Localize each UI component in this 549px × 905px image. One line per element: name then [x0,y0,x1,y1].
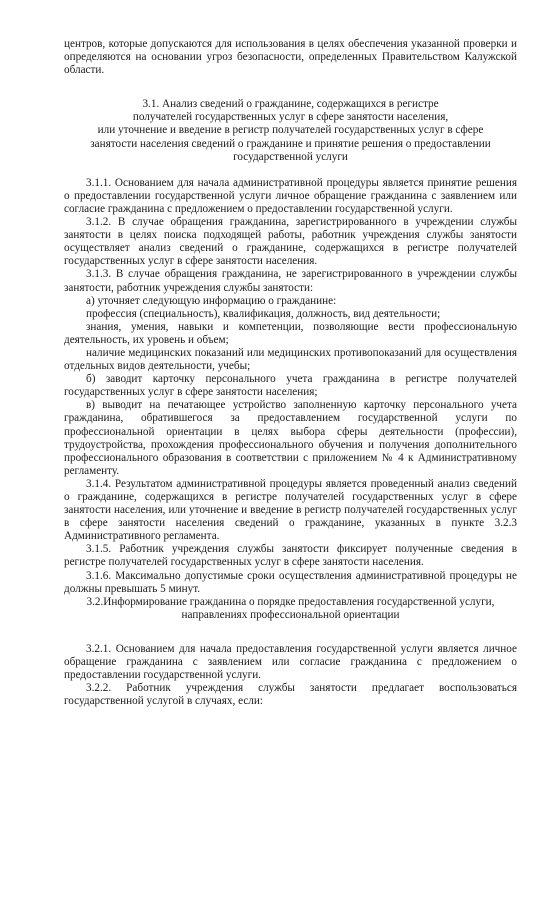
list-subitem-medical: наличие медицинских показаний или медицинских противопоказаний для осуществления отдельных видов деятельности, учебы; [64,346,517,373]
list-item-a: а) уточняет следующую информацию о гражданине: [86,294,337,307]
paragraph-3-1-2: 3.1.2. В случае обращения гражданина, зарегистрированного в учреждении службы занятости в целях поиска подходящей работы, работник учреждения службы занятости осуществляет анализ сведений о гражданине, содержащихся в регистре получателей государственных услуг в сфере занятости населения. [64,216,517,268]
heading-line: 3.1. Анализ сведений о гражданине, содержащихся в регистре [142,98,439,111]
paragraph-3-1-1: 3.1.1. Основанием для начала административной процедуры является принятие решения о предоставлении государственной услуги личное обращение гражданина с заявлением или согласие гражданина с предложением о предоставлении государственной услуги. [64,176,517,215]
list-item-v: в) выводит на печатающее устройство заполненную карточку персонального учета гражданина, обратившегося за предоставлением государственной услуги по профессиональной ориентации в целях выбора сферы деятельности (профессии), трудоустройства, прохождения профессионального обучения и получения дополнительного профессионального образования в соответствии с приложением № 4 к Административному регламенту. [64,399,517,477]
paragraph-3-1-4: 3.1.4. Результатом административной процедуры является проведенный анализ сведений о гражданине, содержащихся в регистре получателей государственных услуг в сфере занятости населения, или уточнение и введение в регистр получателей государственных услуг в сфере занятости населения сведений о гражданине, указанных в пункте 3.2.3 Административного регламента. [64,477,517,543]
heading-line: получателей государственных услуг в сфере занятости населения, [132,111,449,124]
heading-line: или уточнение и введение в регистр получателей государственных услуг в сфере [97,124,484,137]
paragraph-3-1-6: 3.1.6. Максимально допустимые сроки осуществления административной процедуры не должны превышать 5 минут. [64,569,517,595]
heading-line: 3.2.Информирование гражданина о порядке предоставления государственной услуги, [86,595,495,608]
section-heading-3-2 [64,596,517,622]
heading-line: государственной услуги [233,150,348,163]
list-item-b: б) заводит карточку персонального учета гражданина в регистре получателей государственных услуг в сфере занятости населения; [64,373,517,399]
heading-line: направлениях профессиональной ориентации [181,608,400,621]
list-subitem-profession: профессия (специальность), квалификация, должность, вид деятельности; [86,307,441,320]
paragraph-3-2-1: 3.2.1. Основанием для начала предоставления государственной услуги является личное обращение гражданина с заявлением или согласие гражданина с предложением о предоставлении государственной услуги. [64,642,517,682]
paragraph-3-2-2: 3.2.2. Работник учреждения службы занятости предлагает воспользоваться государственной услугой в случаях, если: [64,682,517,708]
paragraph-3-1-5: 3.1.5. Работник учреждения службы занятости фиксирует полученные сведения в регистре получателей государственных услуг в сфере занятости населения. [64,543,517,569]
list-subitem-skills: знания, умения, навыки и компетенции, позволяющие вести профессиональную деятельность, их уровень и объем; [64,320,517,346]
paragraph-intro: центров, которые допускаются для использования в целях обеспечения указанной проверки и определяются на основании угроз безопасности, определенных Правительством Калужской области. [64,38,517,77]
heading-line: занятости населения сведений о гражданине и принятие решения о предоставлении [90,137,491,150]
paragraph-3-1-3: 3.1.3. В случае обращения гражданина, не зарегистрированного в учреждении службы занятости, работник учреждения службы занятости: [64,268,517,294]
section-heading-3-1 [64,98,517,163]
